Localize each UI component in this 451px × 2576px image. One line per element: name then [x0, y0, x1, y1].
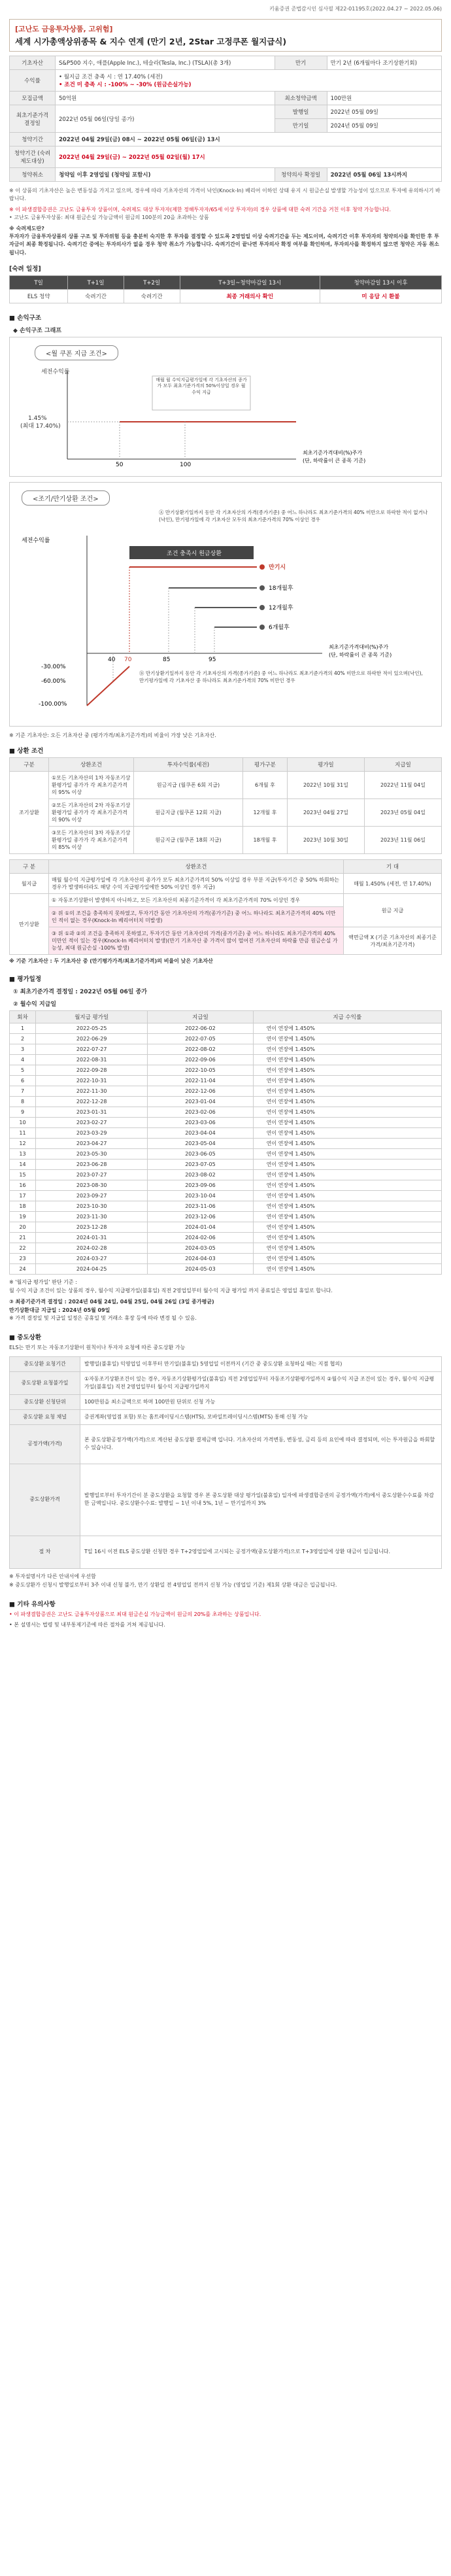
row-label: 중도상환 요청불가일: [10, 1371, 80, 1394]
section-mid-title: ■ 중도상환: [9, 1334, 41, 1342]
info-label: 기초자산: [10, 56, 56, 70]
yield-value: [56, 70, 442, 92]
col-header: 구분: [10, 758, 49, 772]
pay-date-cell: 2022-07-05: [148, 1034, 253, 1044]
pay-date-cell: 2022-09-06: [148, 1055, 253, 1065]
round-cell: 21: [10, 1233, 36, 1243]
row-label: 조기상환: [10, 772, 49, 854]
pay-date-cell: 2023-09-06: [148, 1180, 253, 1191]
col-header: 구 분: [10, 860, 49, 874]
round-cell: 8: [10, 1097, 36, 1107]
cond-cell-highlight: ③ 위 ①과 ②의 조건을 충족하지 못하였고, 투자기간 동안 기초자산의 가격(종가기준) 중 어느 하나라도 최초기준가격의 40% 미만인 적이 있는 경우(Knock-In 베리어터치 발생)(만기 기초자산 중 가격이 많이 떨어진 기초자산의 하락률 만큼 원금손실 가능성, 최대 원금손실 -100% 발생): [49, 927, 344, 955]
monthly-condition-text: 매월 월 수익지급평가일에 각 기초자산의 종가가 모두 최초기준가격의 50%이상일 경우 월 수익 지급: [156, 377, 247, 395]
eval-date-cell: 2023-08-30: [36, 1180, 148, 1191]
yield-cell: 연이 연장에 1.450%: [253, 1139, 441, 1149]
min-subscription: 100만원: [327, 92, 441, 105]
section-sched-title: ■ 평가일정: [9, 976, 41, 984]
pay-date-cell: 2023-03-06: [148, 1118, 253, 1128]
table-row: [10, 1055, 442, 1065]
base-date-line: ① 최초기준가격 결정일 : 2022년 05월 06일 종가: [13, 989, 147, 996]
table-row: [10, 1264, 442, 1275]
row-label: 중도상환 요청기간: [10, 1356, 80, 1371]
eval-date-cell: 2022-10-31: [36, 1076, 148, 1086]
pay-date-cell: 2023-07-05: [148, 1159, 253, 1170]
eval-date-cell: 2024-03-27: [36, 1254, 148, 1264]
note: 월 수익 지급 조건이 있는 상품의 경우, 월수익 지급평가일(불휴일) 직전 2영업일부터 월수익 지급 평가일 까지 종료일은 영업일 휴일로 합니다.: [9, 1287, 333, 1294]
final-date-line: ③ 최종기준가격 결정일 : 2024년 04월 24일, 04월 25일, 04월 26일 (3일 종가평균): [9, 1298, 214, 1305]
monthly-chart-svg: [15, 364, 433, 469]
y-tick-60: -60.00%: [41, 678, 66, 685]
mid-notes: [9, 1573, 442, 1590]
cond-cell-highlight: ② 위 ①의 조건을 충족하지 못하였고, 투자기간 동안 기초자산의 가격(종가기준) 중 어느 하나라도 최초기준가격의 40% 미만인 적이 없는 경우(Knock-In 베리어터치 미발생): [49, 907, 344, 927]
col-header: 평가일: [287, 758, 364, 772]
approval-line: 키움증권 준법감시인 심사필 제22-01195호(2022.04.27 ~ 2022.05.06): [269, 6, 442, 12]
yield-cell: 연이 연장에 1.450%: [253, 1180, 441, 1191]
table-row: [10, 1254, 442, 1264]
pay-date-cell: 2023-11-06: [148, 1201, 253, 1212]
yield-cell: 연이 연장에 1.450%: [253, 1055, 441, 1065]
round-cell: 17: [10, 1191, 36, 1201]
round-cell: 6: [10, 1076, 36, 1086]
table-row: [10, 1076, 442, 1086]
note-heading: ※ 숙려제도란?: [9, 225, 44, 232]
info-label: 모집금액: [10, 92, 56, 105]
issue-date: 2022년 05월 09일: [327, 105, 441, 119]
eval-date-cell: 2022-08-31: [36, 1055, 148, 1065]
monthly-schedule-table: [9, 1010, 442, 1275]
row-value: 100만원을 최소금액으로 하며 100만원 단위로 신청 가능: [80, 1394, 442, 1409]
pay-date-cell: 2024-01-04: [148, 1222, 253, 1233]
value-cell: 매월 1.450% (세전, 연 17.40%): [344, 874, 442, 894]
eval-date-cell: 2022-11-30: [36, 1086, 148, 1097]
info-label: 발행일: [275, 105, 327, 119]
round-cell: 22: [10, 1243, 36, 1254]
schedule-body: [10, 1023, 442, 1275]
col-header: T+1일: [68, 276, 124, 290]
label-maturity: 만기시: [269, 564, 286, 572]
yield-cell: 연이 연장에 1.450%: [253, 1222, 441, 1233]
table-row: [10, 1180, 442, 1191]
eval-date-cell: 2023-12-28: [36, 1222, 148, 1233]
table-row: [10, 1023, 442, 1034]
col-header: 상환조건: [49, 860, 344, 874]
eval-date-cell: 2024-04-25: [36, 1264, 148, 1275]
table-row: [10, 1191, 442, 1201]
term-cell: 12개월 후: [242, 799, 287, 827]
eval-date-cell: 2024-01-31: [36, 1233, 148, 1243]
round-cell: 1: [10, 1023, 36, 1034]
y-tick-30: -30.00%: [41, 664, 66, 671]
round-cell: 23: [10, 1254, 36, 1264]
table-row: [10, 1212, 442, 1222]
marker-18m: [259, 585, 265, 591]
eval-date-cell: 2023-03-29: [36, 1128, 148, 1139]
label-12m: 12개월후: [269, 605, 293, 612]
round-cell: 4: [10, 1055, 36, 1065]
maturity-value: 만기 2년 (6개월마다 조기상환기회): [327, 56, 441, 70]
table-row: [10, 1034, 442, 1044]
yield-cell: 연이 연장에 1.450%: [253, 1212, 441, 1222]
pay-date-cell: 2022-12-06: [148, 1086, 253, 1097]
col-header: 지급일: [364, 758, 441, 772]
info-label: 수익률: [10, 70, 56, 92]
table-row: [10, 1149, 442, 1159]
cond-cell: ①모든 기초자산의 1차 자동조기상환평가일 종가가 각 최초기준가격 의 95% 이상: [49, 772, 134, 799]
cond-a-text: Ⓐ 만기상환기일까지 동안 각 기초자산의 가격(종가기준) 중 어느 하나라도 최초기준가격의 40% 미만으로 하락한 적이 없거나(낙인), 만기평가일에 각 기초자산 모두의 최초기준가격의 70% 이상인 경우: [159, 509, 428, 523]
col-header: 월지급 평가일: [36, 1011, 148, 1023]
table-row: [10, 1159, 442, 1170]
pay-date-cell: 2023-08-02: [148, 1170, 253, 1180]
col-header: 투자수익률(세전): [134, 758, 243, 772]
eval-date-cell: 2023-04-27: [36, 1139, 148, 1149]
yield-cell: 연이 연장에 1.450%: [253, 1233, 441, 1243]
eval-date-cell: 2022-07-27: [36, 1044, 148, 1055]
table-row: [10, 1222, 442, 1233]
maturity-date: 2024년 05월 09일: [327, 119, 441, 133]
label-18m: 18개월후: [269, 585, 293, 592]
notes-block: [9, 187, 442, 257]
yield-cell: 연이 연장에 1.450%: [253, 1107, 441, 1118]
yield-cell: 연이 연장에 1.450%: [253, 1097, 441, 1107]
x-note-1: 최초기준가격대비(%)주가: [303, 450, 363, 456]
term-cell: 6개월 후: [242, 772, 287, 799]
monthly-pill: <월 쿠폰 지급 조건>: [35, 345, 118, 360]
table-row: [10, 1097, 442, 1107]
row-value: T일 16시 이전 ELS 중도상환 신청한 경우 T+2영업일에 고시되는 공정가액(중도상환가격)으로 T+3영업일에 상환 대금이 입금됩니다.: [80, 1536, 442, 1568]
redemption-chart: [9, 482, 442, 727]
eval-date-cell: 2023-07-27: [36, 1170, 148, 1180]
product-info-table: [9, 56, 442, 182]
note-red: ※ 이 파생결합증권은 고난도 금융투자 상품이며, 숙려제도 대상 투자자(제한 정해투자자/65세 이상 투자자)의 경우 상품에 대한 숙려 기간을 거친 이후 청약 가능합니다.: [9, 206, 392, 213]
eval-date-cell: 2023년 10월 30일: [287, 827, 364, 854]
row-value: ①자동조기상환조건이 있는 경우, 자동조기상환평가일(불휴일) 직전 2영업일부터 자동조기상환평가일까지 ②월수익 지급 조건이 있는 경우, 월수익 지급평가일(불휴일) 직전 2영업일부터 월수익 지급평가일까지: [80, 1371, 442, 1394]
round-cell: 10: [10, 1118, 36, 1128]
info-label: 최초기준가격 결정일: [10, 105, 56, 133]
pay-date-cell: 2023-05-04: [148, 1139, 253, 1149]
pay-date-cell: 2024-04-03: [148, 1254, 253, 1264]
round-cell: 18: [10, 1201, 36, 1212]
info-label: 만기일: [275, 119, 327, 133]
eval-date-cell: 2024-02-28: [36, 1243, 148, 1254]
yield-cell: 연이 연장에 1.450%: [253, 1191, 441, 1201]
yield-cell: 연이 연장에 1.450%: [253, 1128, 441, 1139]
return-cell: 원금지급 (월쿠폰 6회 지급): [134, 772, 243, 799]
caution-block: [9, 1611, 442, 1630]
yield-cell: 연이 연장에 1.450%: [253, 1264, 441, 1275]
note: ※ 이 상품의 기초자산은 높은 변동성을 가지고 있으며, 경우에 따라 기초자산의 가격이 낙인(Knock-In) 베리어 이하인 상태 유지 시 원금손실 발생할 가능성이 있으므로 투자에 유의하시기 바랍니다.: [9, 188, 441, 202]
yield-cell: 연이 연장에 1.450%: [253, 1076, 441, 1086]
pay-date-cell: 2023년 05월 04일: [364, 799, 441, 827]
yield-cell: 연이 연장에 1.450%: [253, 1118, 441, 1128]
yield-cell: 연이 연장에 1.450%: [253, 1044, 441, 1055]
yield-cell: 연이 연장에 1.450%: [253, 1065, 441, 1076]
eval-date-cell: 2023년 04월 27일: [287, 799, 364, 827]
subscription-period-cooling: 2022년 04월 29일(금) ~ 2022년 05월 02일(월) 17시: [56, 146, 442, 168]
row-label: 월지급: [10, 874, 49, 894]
y-tick-100: -100.00%: [39, 701, 67, 708]
return-cell: 원금지급 (월쿠폰 18회 지급): [134, 827, 243, 854]
pay-date-cell: 2023-10-04: [148, 1191, 253, 1201]
offer-amount: 50억원: [56, 92, 275, 105]
cond-cell: 매월 월수익 지급평가일에 각 기초자산의 종가가 모두 최초기준가격의 50% 이상일 경우 부분 지급(투자기간 중 50% 하회하는 경우가 발생하더라도 해당 수익 지급평가일에만 50% 이상인 경우 지급): [49, 874, 344, 894]
y-axis-label: 세전수익률: [22, 538, 50, 545]
yield-cell: 연이 연장에 1.450%: [253, 1034, 441, 1044]
note: ※ 중도상환가 신청시 발행일로부터 3주 이내 신청 불가, 만기 상환일 전 4영업일 전까지 신청 가능 (영업일 기준) 제1회 상환 대금은 입금됩니다.: [9, 1581, 337, 1588]
info-label: 만기: [275, 56, 327, 70]
eval-date-cell: 2022-12-28: [36, 1097, 148, 1107]
marker-maturity: [259, 564, 265, 570]
col-header: T+2일: [124, 276, 180, 290]
info-label: 청약기간 (숙려제도대상): [10, 146, 56, 168]
eval-date-cell: 2023-11-30: [36, 1212, 148, 1222]
round-cell: 15: [10, 1170, 36, 1180]
round-cell: 5: [10, 1065, 36, 1076]
caution-item: • 이 파생결합증권은 고난도 금융투자상품으로 최대 원금손실 가능금액이 원금의 20%를 초과하는 상품입니다.: [9, 1611, 261, 1617]
mid-redemption-table: [9, 1356, 442, 1569]
round-cell: 9: [10, 1107, 36, 1118]
y-tick-max: (최대 17.40%): [20, 423, 61, 430]
col-header: 상환조건: [49, 758, 134, 772]
cond-cell: ① 자동조기상환이 발생하지 아니하고, 모든 기초자산의 최종기준가격이 각 최초기준가격의 70% 이상인 경우: [49, 894, 344, 907]
x-tick-40: 40: [108, 657, 116, 664]
row-label: 중도상환 신청단위: [10, 1394, 80, 1409]
row-value: 발행일(불휴일) 익영업일 이후부터 만기일(불휴일) 5영업일 이전까지 (기간 중 중도상환 요청하실 때는 지점 협의): [80, 1356, 442, 1371]
payout-note: ※ 기준 기초자산 : 두 기초자산 중 (만기평가가격/최초기준가격)의 비율이 낮은 기초자산: [9, 958, 213, 965]
pay-date-cell: 2022-11-04: [148, 1076, 253, 1086]
table-row: [10, 1107, 442, 1118]
x-note-2: (단, 하락률이 큰 종목 기준): [329, 652, 392, 659]
yield-line-1: • 월지급 조건 충족 시 : 연 17.40% (세전): [59, 74, 163, 80]
value-cell: 원금 지급: [344, 894, 442, 927]
cell: 숙려기간: [124, 290, 180, 303]
round-cell: 14: [10, 1159, 36, 1170]
cooling-schedule-table: [9, 275, 442, 303]
product-title: 세계 시가총액상위종목 & 지수 연계 (만기 2년, 2Star 고정쿠폰 월지급식): [15, 37, 287, 46]
yield-cell: 연이 연장에 1.450%: [253, 1254, 441, 1264]
x-tick-70: 70: [124, 657, 132, 664]
row-value: 발행일로부터 투자기간이 분 중도상환을 요청할 경우 본 중도상환 대상 평가일(불휴일) 일자에 파생결합증권의 공정가액(가격)에서 중도상환수수료를 차감한 금액입니다. 중도상환수수료: 발행일 ~ 1년 이내 5%, 1년 ~ 만기일까지 3%: [80, 1464, 442, 1536]
y-tick-coupon: 1.45%: [28, 415, 47, 422]
product-risk-tag: [고난도 금융투자상품, 고위험]: [15, 25, 113, 33]
note: • 고난도 금융투자상품: 최대 원금손실 가능금액이 원금의 100분의 20을 초과하는 상품: [9, 215, 209, 221]
section-cond-title: ■ 상환 조건: [9, 747, 44, 755]
pay-date-cell: 2024-05-03: [148, 1264, 253, 1275]
cancel-period: 청약일 이후 2영업일 (청약일 포함시): [56, 168, 275, 182]
cond-cell: ③모든 기초자산의 3차 자동조기상환평가일 종가가 각 최초기준가격 의 85% 이상: [49, 827, 134, 854]
x-tick-100: 100: [180, 462, 192, 469]
pay-date-cell: 2024-02-06: [148, 1233, 253, 1243]
monthly-pay-heading: ② 월수익 지급일: [13, 1001, 57, 1008]
pay-date-cell: 2023-01-04: [148, 1097, 253, 1107]
x-note-2: (단, 하락률이 큰 종목 기준): [303, 458, 366, 464]
note: ※ 투자설명서가 다른 안내서에 우선함: [9, 1573, 96, 1579]
yield-line-2: • 조건 미 충족 시 : -100% ~ -30% (원금손실가능): [59, 82, 192, 88]
pay-date-cell: 2022-06-02: [148, 1023, 253, 1034]
caution-item: • 본 설명서는 법령 및 내부통제기준에 따른 절차를 거쳐 제공됩니다.: [9, 1622, 165, 1628]
col-header: 기 대: [344, 860, 442, 874]
row-label: 공정가액(가격): [10, 1424, 80, 1464]
value-cell: 액면금액 X (기준 기초자산의 최종기준가격/최초기준가격): [344, 927, 442, 955]
payout-table: [9, 859, 442, 955]
round-cell: 11: [10, 1128, 36, 1139]
info-label: 청약의사 확정일: [275, 168, 327, 182]
section-profit-title: ■ 손익구조: [9, 315, 41, 322]
col-header: 회차: [10, 1011, 36, 1023]
note: ※ 가격 결정일 및 지급일 일정은 공휴일 및 거래소 휴장 등에 따라 변경 될 수 있음.: [9, 1315, 197, 1322]
pay-date-cell: 2023-06-05: [148, 1149, 253, 1159]
pay-date-cell: 2022-10-05: [148, 1065, 253, 1076]
x-tick-95: 95: [209, 657, 216, 664]
marker-12m: [259, 605, 265, 610]
title-box: [9, 19, 442, 52]
col-header: 청약마감일 13시 이후: [320, 276, 441, 290]
round-cell: 20: [10, 1222, 36, 1233]
eval-date-cell: 2023-01-31: [36, 1107, 148, 1118]
pay-date-cell: 2023-12-06: [148, 1212, 253, 1222]
table-row: [10, 1170, 442, 1180]
table-row: [10, 1139, 442, 1149]
x-tick-50: 50: [116, 462, 124, 469]
pay-date-cell: 2023년 11월 06일: [364, 827, 441, 854]
loss-line: [87, 666, 129, 706]
yield-cell: 연이 연장에 1.450%: [253, 1086, 441, 1097]
mid-intro: ELS는 만기 또는 자동조기상환이 원칙이나 투자자 요청에 따른 중도상환 가능: [9, 1345, 186, 1351]
round-cell: 24: [10, 1264, 36, 1275]
col-header: 지급 수익률: [253, 1011, 441, 1023]
round-cell: 13: [10, 1149, 36, 1159]
cond-b-text: Ⓑ 만기상환기일까지 동안 각 기초자산의 가격(종가기준) 중 어느 하나라도 최초기준가격의 40% 미만으로 하락한 적이 있으며(낙인), 만기평가일에 각 기초자산 중 하나라도 최초기준가격의 70% 미만인 경우: [139, 670, 423, 683]
table-row: [10, 1065, 442, 1076]
x-tick-85: 85: [163, 657, 171, 664]
round-cell: 7: [10, 1086, 36, 1097]
confirm-date: 2022년 05월 06일 13시까지: [327, 168, 441, 182]
row-label: 중도상환가격: [10, 1464, 80, 1536]
note: ※ '월지급 평가일' 판단 기준 :: [9, 1279, 77, 1286]
cell: 미 응답 시 환불: [320, 290, 441, 303]
eval-date-cell: 2023-06-28: [36, 1159, 148, 1170]
eval-date-cell: 2022-05-25: [36, 1023, 148, 1034]
term-cell: 18개월 후: [242, 827, 287, 854]
yield-cell: 연이 연장에 1.450%: [253, 1243, 441, 1254]
info-label: 최소청약금액: [275, 92, 327, 105]
cond-cell: ②모든 기초자산의 2차 자동조기상환평가일 종가가 각 최초기준가격 의 90% 이상: [49, 799, 134, 827]
round-cell: 2: [10, 1034, 36, 1044]
row-label: 중도상환 요청 채널: [10, 1409, 80, 1424]
table-row: [10, 1086, 442, 1097]
monthly-coupon-chart: [9, 337, 442, 477]
early-redemption-table: [9, 757, 442, 854]
pay-date-cell: 2022-08-02: [148, 1044, 253, 1055]
info-label: 청약취소: [10, 168, 56, 182]
yield-cell: 연이 연장에 1.450%: [253, 1170, 441, 1180]
row-label: 절 차: [10, 1536, 80, 1568]
yield-cell: 연이 연장에 1.450%: [253, 1201, 441, 1212]
eval-date-cell: 2022-06-29: [36, 1034, 148, 1044]
pay-date-cell: 2023-02-06: [148, 1107, 253, 1118]
yield-cell: 연이 연장에 1.450%: [253, 1149, 441, 1159]
round-cell: 3: [10, 1044, 36, 1055]
y-axis-label: 세전수익률: [41, 369, 70, 376]
cell: 숙려기간: [68, 290, 124, 303]
graph-subtitle: ◆ 손익구조 그래프: [13, 328, 62, 335]
table-row: [10, 1233, 442, 1243]
table-row: [10, 1128, 442, 1139]
eval-date-cell: 2023-02-27: [36, 1118, 148, 1128]
pay-date-cell: 2024-03-05: [148, 1243, 253, 1254]
pay-date-cell: 2022년 11월 04일: [364, 772, 441, 799]
info-label: 청약기간: [10, 133, 56, 146]
table-row: [10, 1201, 442, 1212]
col-header: T+3일~청약마감일 13시: [180, 276, 320, 290]
underlying-assets: S&P500 지수, 애플(Apple Inc.), 테슬라(Tesla, Inc.) (TSLA)(총 3개): [56, 56, 275, 70]
cell: 최종 거래의사 확인: [180, 290, 320, 303]
table-row: [10, 1243, 442, 1254]
schedule-notes: [9, 1279, 442, 1323]
yield-cell: 연이 연장에 1.450%: [253, 1023, 441, 1034]
eval-date-cell: 2022년 10월 31일: [287, 772, 364, 799]
table-row: [10, 1118, 442, 1128]
col-header: 지급일: [148, 1011, 253, 1023]
col-header: T일: [10, 276, 68, 290]
table-row: [10, 1044, 442, 1055]
round-cell: 19: [10, 1212, 36, 1222]
col-header: 평가구분: [242, 758, 287, 772]
note: 투자자가 금융투자상품의 상품 구조 및 투자위험 등을 충분히 숙지한 후 투자를 결정할 수 있도록 2영업일 이상 숙려기간을 두는 제도이며, 숙려기간 이후 투자자의 청약의사를 확인한 후 투자금이 최종 확정됩니다. 숙려기간 중에는 투자의사가 없을 경우 청약 취소가 가능합니다. 숙려기간이 끝나면 투자의사 확정 여부를 확인하며, 투자의사를 확정하지 않으면 청약은 자동 취소됩니다.: [9, 233, 439, 256]
eval-date-cell: 2023-10-30: [36, 1201, 148, 1212]
redemption-chart-svg: [15, 509, 433, 719]
cooling-schedule-title: [숙려 일정]: [9, 266, 41, 273]
subscription-period: 2022년 04월 29일(금) 08시 ~ 2022년 05월 06일(금) 13시: [56, 133, 442, 146]
base-price-date: 2022년 05월 06일(당일 종가): [56, 105, 275, 133]
marker-6m: [259, 625, 265, 630]
round-cell: 16: [10, 1180, 36, 1191]
early-pill: <조기/만기상환 조건>: [22, 490, 110, 506]
section-caution-title: ■ 기타 유의사항: [9, 1600, 56, 1608]
row-value: 증권계좌(영업점 포함) 또는 홈트레이딩시스템(HTS), 모바일트레이딩시스템(MTS) 통해 신청 가능: [80, 1409, 442, 1424]
row-label: 만기상환: [10, 894, 49, 955]
round-cell: 12: [10, 1139, 36, 1149]
eval-date-cell: 2023-09-27: [36, 1191, 148, 1201]
label-6m: 6개월후: [269, 625, 290, 632]
eval-date-cell: 2022-09-28: [36, 1065, 148, 1076]
eval-date-cell: 2023-05-30: [36, 1149, 148, 1159]
return-cell: 원금지급 (월쿠폰 12회 지급): [134, 799, 243, 827]
yield-cell: 연이 연장에 1.450%: [253, 1159, 441, 1170]
row-value: 본 중도상환공정가액(가격)으로 계산된 중도상환 결제금액 입니다. 기초자산의 가격변동, 변동성, 금리 등의 요인에 따라 결정되며, 이는 투자원금을 하회할 수 있습니다.: [80, 1424, 442, 1464]
cell: ELS 청약: [10, 290, 68, 303]
maturity-pay-line: 만기상환대금 지급일 : 2024년 05월 09일: [9, 1307, 110, 1313]
x-note-1: 최초기준가격대비(%)주가: [329, 644, 389, 651]
pay-date-cell: 2023-04-04: [148, 1128, 253, 1139]
std-asset-note: ※ 기준 기초자산: 오든 기초자산 중 (평가가격/최초기준가격)의 비율이 가장 낮은 기초자산.: [9, 732, 216, 739]
repay-box-label: 조건 충족시 원금상환: [167, 551, 222, 558]
